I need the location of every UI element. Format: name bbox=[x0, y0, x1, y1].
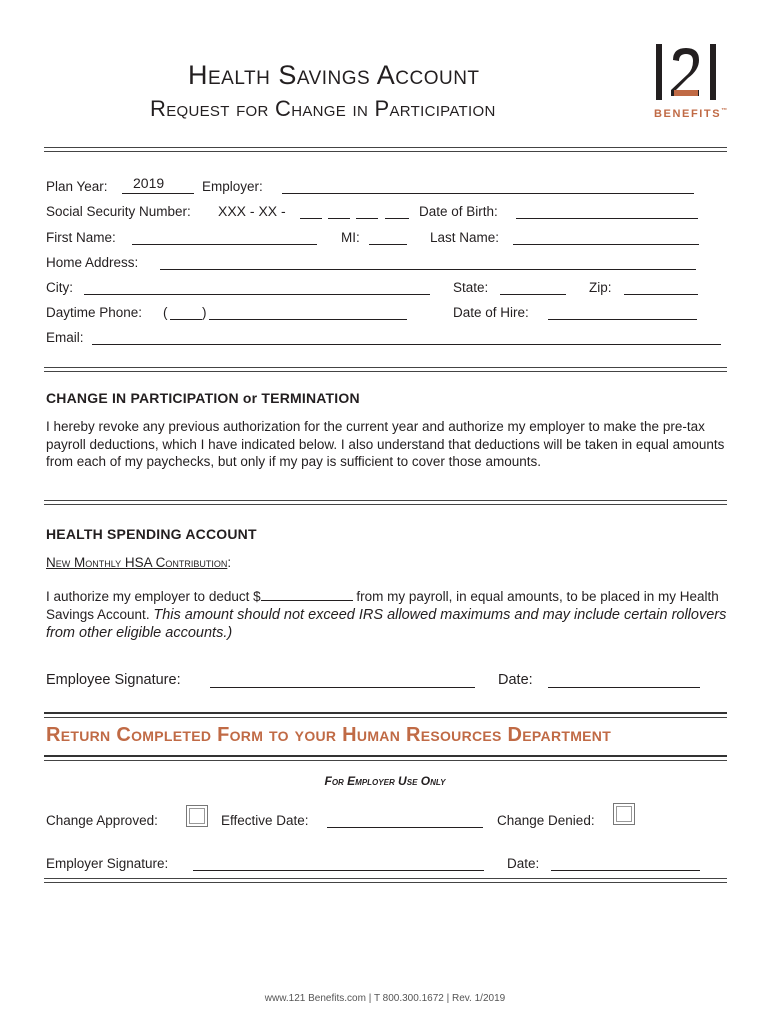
section-divider bbox=[44, 712, 727, 718]
hire-date-field[interactable] bbox=[548, 319, 697, 320]
first-name-field[interactable] bbox=[132, 244, 317, 245]
ssn-digit-field[interactable] bbox=[356, 218, 378, 219]
phone-label: Daytime Phone: bbox=[46, 305, 143, 320]
employer-signature-label: Employer Signature: bbox=[46, 856, 169, 871]
form-subtitle: Request for Change in Participation bbox=[150, 96, 496, 121]
state-label: State: bbox=[453, 280, 489, 295]
employer-use-heading: For Employer Use Only bbox=[324, 774, 446, 788]
home-address-field[interactable] bbox=[160, 269, 696, 270]
ssn-value: XXX - XX - bbox=[218, 203, 286, 219]
return-instructions: Return Completed Form to your Human Resources Department bbox=[46, 724, 612, 746]
ssn-label: Social Security Number: bbox=[46, 204, 191, 219]
employer-date-field[interactable] bbox=[551, 870, 700, 871]
city-field[interactable] bbox=[84, 294, 430, 295]
state-field[interactable] bbox=[500, 294, 566, 295]
dob-label: Date of Birth: bbox=[419, 204, 498, 219]
change-denied-checkbox[interactable] bbox=[613, 803, 635, 825]
logo-word: BENEFITS bbox=[654, 108, 722, 120]
section-divider bbox=[44, 755, 727, 761]
employee-signature-field[interactable] bbox=[210, 687, 475, 688]
hire-date-label: Date of Hire: bbox=[453, 305, 529, 320]
logo-trademark: ™ bbox=[721, 108, 729, 114]
dob-field[interactable] bbox=[516, 218, 698, 219]
mi-label: MI: bbox=[341, 230, 360, 245]
email-field[interactable] bbox=[92, 344, 721, 345]
footer-phone: T 800.300.1672 bbox=[373, 993, 444, 1004]
effective-date-field[interactable] bbox=[327, 827, 483, 828]
last-name-field[interactable] bbox=[513, 244, 699, 245]
ssn-digit-field[interactable] bbox=[385, 218, 409, 219]
footer-revision: Rev. 1/2019 bbox=[452, 993, 506, 1004]
city-label: City: bbox=[46, 280, 73, 295]
employer-date-label: Date: bbox=[507, 856, 540, 871]
phone-field[interactable] bbox=[209, 319, 407, 320]
hsa-authorization-text: I authorize my employer to deduct $ from my payroll, in equal amounts, to be placed in my Health Savings Account. This amount should not exceed IRS allowed maximums and may include certain rollovers from other eligible accounts.) bbox=[46, 589, 727, 641]
form-title: Health Savings Account bbox=[188, 60, 480, 90]
ssn-digit-field[interactable] bbox=[328, 218, 350, 219]
change-approved-checkbox[interactable] bbox=[186, 805, 208, 827]
zip-label: Zip: bbox=[589, 280, 612, 295]
hsa-contribution-subheading: New Monthly HSA Contribution: bbox=[46, 555, 232, 570]
plan-year-label: Plan Year: bbox=[46, 179, 108, 194]
change-approved-label: Change Approved: bbox=[46, 813, 158, 828]
employer-field[interactable] bbox=[282, 193, 694, 194]
employee-date-field[interactable] bbox=[548, 687, 700, 688]
home-address-label: Home Address: bbox=[46, 255, 139, 270]
first-name-label: First Name: bbox=[46, 230, 116, 245]
area-code-field[interactable] bbox=[170, 319, 202, 320]
header-divider bbox=[44, 147, 727, 152]
mi-field[interactable] bbox=[369, 244, 407, 245]
deduction-amount-field[interactable] bbox=[261, 588, 353, 601]
email-label: Email: bbox=[46, 330, 84, 345]
footer-separator: | bbox=[368, 993, 372, 1004]
change-section-text: I hereby revoke any previous authorization for the current year and authorize my employer to make the pre-tax payroll deductions, which I have indicated below. I also understand that deductions will be taken in equal amounts from each of my paychecks, but only if my pay is sufficient to cover those amounts. bbox=[46, 419, 725, 469]
section-divider bbox=[44, 878, 727, 883]
phone-close-paren: ) bbox=[202, 305, 207, 320]
company-logo bbox=[654, 44, 730, 124]
footer-website: www.121 Benefits.com bbox=[264, 993, 366, 1004]
change-denied-label: Change Denied: bbox=[497, 813, 595, 828]
effective-date-label: Effective Date: bbox=[221, 813, 309, 828]
employer-label: Employer: bbox=[202, 179, 263, 194]
phone-open-paren: ( bbox=[163, 305, 168, 320]
plan-year-field[interactable] bbox=[122, 193, 194, 194]
section-divider bbox=[44, 367, 727, 372]
last-name-label: Last Name: bbox=[430, 230, 500, 245]
employee-date-label: Date: bbox=[498, 672, 533, 688]
footer-separator: | bbox=[446, 993, 450, 1004]
hsa-section-heading: HEALTH SPENDING ACCOUNT bbox=[46, 526, 257, 542]
section-divider bbox=[44, 500, 727, 505]
change-section-heading: CHANGE IN PARTICIPATION or TERMINATION bbox=[46, 390, 360, 406]
plan-year-value: 2019 bbox=[133, 175, 165, 191]
footer bbox=[0, 993, 770, 1004]
zip-field[interactable] bbox=[624, 294, 698, 295]
employee-signature-label: Employee Signature: bbox=[46, 672, 181, 688]
employer-signature-field[interactable] bbox=[193, 870, 484, 871]
ssn-digit-field[interactable] bbox=[300, 218, 322, 219]
